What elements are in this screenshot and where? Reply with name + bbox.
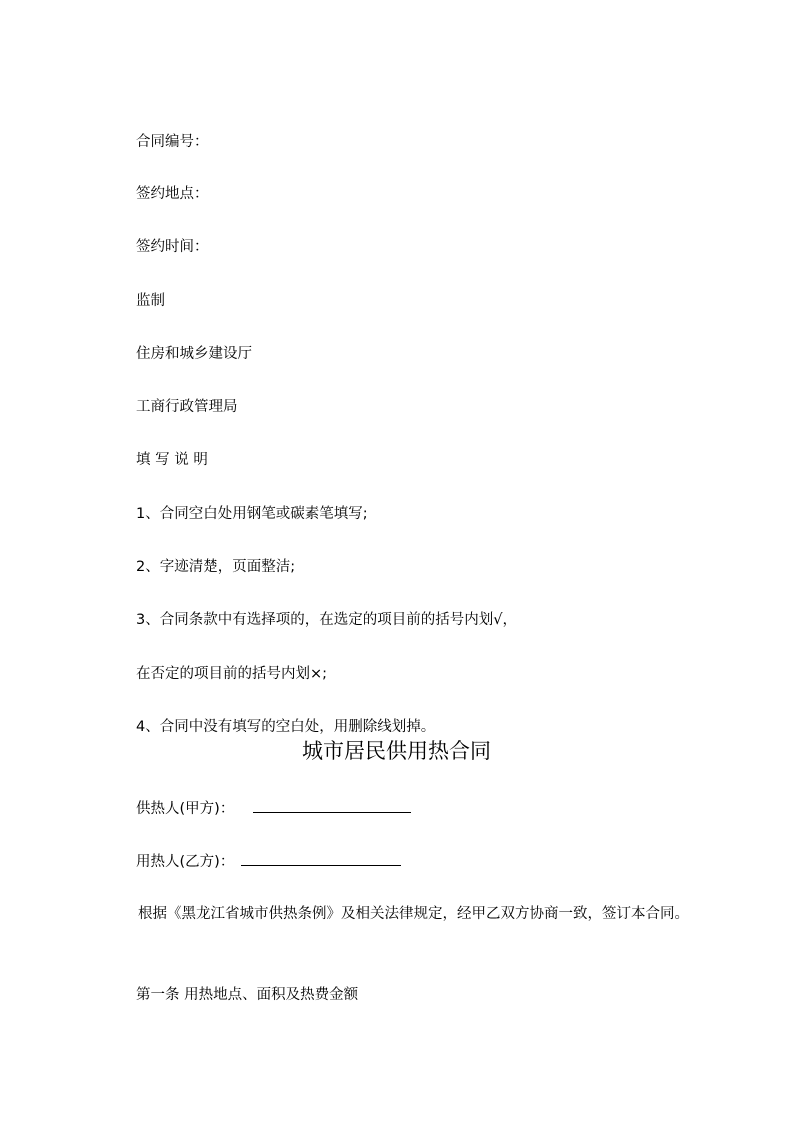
- sign-time-label: 签约时间：: [136, 239, 209, 255]
- party-b-blank: [241, 851, 401, 866]
- article-1-heading: 第一条 用热地点、面积及热费金额: [136, 987, 359, 1003]
- instruction-item: 3、合同条款中有选择项的，在选定的项目前的括号内划√，: [136, 612, 517, 628]
- instructions-heading: 填 写 说 明: [136, 452, 208, 468]
- contract-title: 城市居民供用热合同: [302, 739, 491, 763]
- party-a-label: 供热人(甲方)：: [136, 801, 235, 817]
- instruction-item: 在否定的项目前的括号内划×;: [136, 666, 328, 682]
- issuing-department-1: 住房和城乡建设厅: [136, 346, 252, 362]
- issuing-department-2: 工商行政管理局: [136, 399, 238, 415]
- supervision-label: 监制: [136, 293, 165, 309]
- contract-number-label: 合同编号：: [136, 134, 209, 150]
- party-b-row: [136, 851, 401, 871]
- instruction-item: 4、合同中没有填写的空白处，用删除线划掉。: [136, 719, 436, 735]
- instruction-item: 1、合同空白处用钢笔或碳素笔填写;: [136, 506, 368, 522]
- instruction-item: 2、字迹清楚，页面整洁;: [136, 559, 296, 575]
- preamble-paragraph: [104, 902, 704, 927]
- party-a-row: [136, 798, 411, 818]
- party-a-blank: [253, 798, 411, 813]
- sign-place-label: 签约地点：: [136, 186, 209, 202]
- preamble-text: 根据《黑龙江省城市供热条例》及相关法律规定，经甲乙双方协商一致，签订本合同。: [138, 906, 689, 922]
- party-b-label: 用热人(乙方)：: [136, 854, 235, 870]
